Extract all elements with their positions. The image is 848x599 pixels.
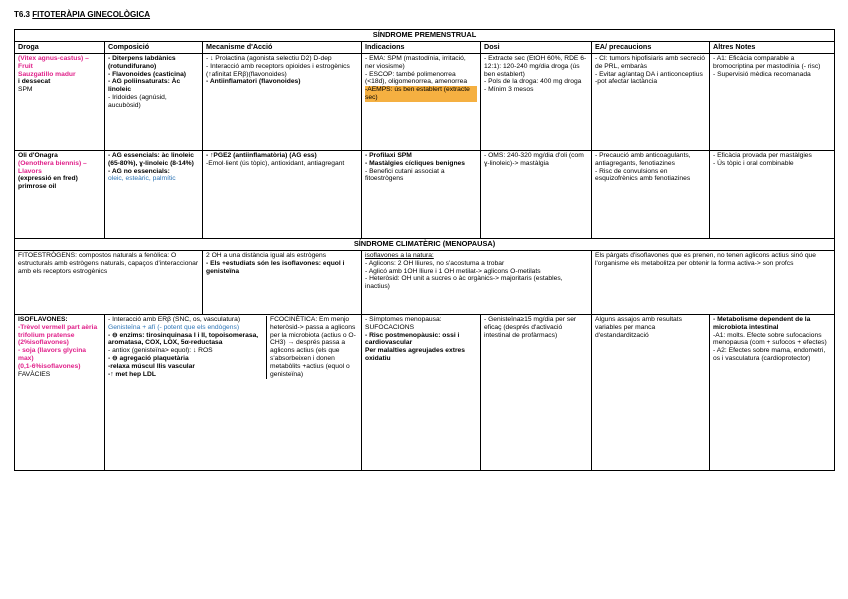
isoflavones-indicacions-item: - Símptomes menopausa: SUFOCACIONS (365, 315, 442, 331)
cell-vitex-ea (592, 53, 710, 150)
isoflavones-cinetica-text: FCOCINÈTICA: Em menjo heteròsid-> passa a aglicons per la microbiota (actius o O-CH3) → després passa a aglicons actius (els que s'absorbeixen i donen metabòlits +actius (equol o genisteïna) (270, 315, 356, 379)
fitoestrogens-intro-text: FITOESTRÒGENS: compostos naturals a fenòlica: O estructurals amb estrògens naturals, capaços d'interaccionar amb els receptors estrogènics (18, 251, 199, 275)
isoflavones-mecanisme-item: -↑ met hep LDL (108, 371, 156, 379)
col-header-indicacions: Indicacions (362, 41, 481, 53)
document-name: FITOTERÀPIA GINECOLÒGICA (32, 10, 151, 19)
onagra-composicio-item: - AG no essencials: (108, 167, 170, 175)
cell-fitoestrogens-nature (362, 250, 592, 314)
isoflavones-indicacions-item: Per malalties agreujades extres oxidatiu (365, 347, 465, 363)
onagra-ea-item: - Precaució amb anticoagulants, antiagregants, fenotiazines (595, 151, 691, 167)
cell-isoflavones-mecanisme (105, 314, 362, 470)
vitex-mecanisme-item: - ↓ Prolactina (agonista selectiu D2) D-dep (206, 54, 332, 62)
cell-onagra-composicio (105, 150, 203, 238)
cell-vitex-indicacions (362, 53, 481, 150)
fitoestrogens-nature-item: - Heteròsid: OH unit a sucres o àc orgànics-> majoritaris (estables, inactius) (365, 275, 563, 291)
vitex-droga-line: (Vitex agnus-castus) – Fruit (18, 54, 89, 70)
vitex-composicio-item: - Flavonoides (casticina) (108, 70, 187, 78)
onagra-droga-line: Oli d'Onagra (18, 151, 58, 159)
fitoestrogens-nature-item: - Aglicons: 2 OH lliures, no s'acostuma a trobar (365, 259, 505, 267)
onagra-indicacions-item: - Profilaxi SPM (365, 151, 412, 159)
onagra-mecanisme-item: -Emol·lient (ús tòpic), antioxidant, antiagregant (206, 159, 345, 167)
vitex-notes-item: - A1: Eficàcia comparable a bromocriptina per mastodínia (- risc) (713, 54, 821, 70)
section-title-climateric: SÍNDROME CLIMATÈRIC (MENOPAUSA) (15, 238, 835, 250)
onagra-indicacions-item: - Benefici cutani associat a fitoestrògens (365, 167, 445, 183)
cell-isoflavones-indicacions (362, 314, 481, 470)
isoflavones-droga-line: ISOFLAVONES: (18, 315, 68, 323)
isoflavones-dosi-item: - Genisteïna≥15 mg/dia per ser eficaç (després d'activació intestinal de profàrmacs) (484, 315, 577, 339)
vitex-droga-line: i dessecat (18, 78, 51, 86)
onagra-notes-item: - Ús tòpic i oral combinable (713, 159, 794, 167)
cell-fitoestrogens-plants (592, 250, 835, 314)
cell-onagra-droga (15, 150, 105, 238)
vitex-composicio-item: - Iridoides (agnúsid, aucubòsid) (108, 94, 167, 110)
onagra-droga-line: (Oenothera biennis) – Llavors (18, 159, 87, 175)
isoflavones-droga-line: - soja (llavors glycina max) (18, 347, 87, 363)
cell-fitoestrogens-intro (15, 250, 203, 314)
cell-isoflavones-ea (592, 314, 710, 470)
cell-vitex-composicio (105, 53, 203, 150)
cell-onagra-mecanisme (203, 150, 362, 238)
vitex-mecanisme-item: - Antiinflamatori (flavonoides) (206, 78, 301, 86)
section-title-premenstrual: SÍNDROME PREMENSTRUAL (15, 30, 835, 42)
document-title (14, 10, 150, 19)
cell-onagra-notes (710, 150, 835, 238)
table-row-isoflavones (15, 314, 835, 470)
isoflavones-mecanisme-item: - ⊖ agregació plaquetària (108, 355, 189, 363)
vitex-mecanisme-item: - Interacció amb receptors opioides i estrogènics (↑afinitat ERβ)(flavonoides) (206, 62, 350, 78)
vitex-notes-item: - Supervisió mèdica recomanada (713, 70, 811, 78)
summary-table (14, 29, 835, 471)
col-header-ea: EA/ precaucions (592, 41, 710, 53)
cell-vitex-notes (710, 53, 835, 150)
isoflavones-mecanisme-item: - Interacció amb ERβ (SNC, os, vasculatura) (108, 315, 241, 323)
fitoestrogens-nature-title: isoflavones a la natura: (365, 251, 434, 259)
col-header-notes: Altres Notes (710, 41, 835, 53)
isoflavones-mecanisme-item: Genisteïna + afí (- potent que els endògens) (108, 323, 240, 331)
cell-vitex-droga (15, 53, 105, 150)
isoflavones-droga-line: -Trèvol vermell part aèria trifolium pratense (18, 323, 98, 339)
cell-isoflavones-droga (15, 314, 105, 470)
table-row-fitoestrogens (15, 250, 835, 314)
vitex-ea-item: - Evitar ag/antag DA i anticonceptius (595, 70, 703, 78)
isoflavones-droga-line: (0,1-6%isoflavones) (18, 363, 81, 371)
table-row-vitex (15, 53, 835, 150)
col-header-mecanisme: Mecanisme d'Acció (203, 41, 362, 53)
table-row-onagra (15, 150, 835, 238)
col-header-dosi: Dosi (481, 41, 592, 53)
document-code: T6.3 (14, 10, 31, 19)
vitex-indicacions-item: -AEMPS: ús ben establert (extracte sec) (365, 86, 477, 102)
vitex-composicio-item: - Diterpens labdànics (rotundifurano) (108, 54, 176, 70)
vitex-composicio-item: - AG poliinsaturats: Àc linoleic (108, 78, 181, 94)
onagra-droga-line: (expressió en fred) (18, 175, 78, 183)
onagra-indicacions-item: - Mastàlgies cícliques benignes (365, 159, 465, 167)
cell-onagra-dosi (481, 150, 592, 238)
onagra-composicio-item: oleic, esteàric, palmític (108, 175, 176, 183)
onagra-composicio-item: - AG essencials: àc linoleic (65-80%), ɣ-linoleic (8-14%) (108, 151, 194, 167)
vitex-ea-item: - CI: tumors hipofisiaris amb secreció de PRL, embaràs (595, 54, 706, 70)
cell-vitex-dosi (481, 53, 592, 150)
cell-fitoestrogens-distance (203, 250, 362, 314)
col-header-composicio: Composició (105, 41, 203, 53)
onagra-dosi-item: - OMS: 240-320 mg/dia d'oli (com ɣ-linoleic)-> mastàlgia (484, 151, 584, 167)
col-header-droga: Droga (15, 41, 105, 53)
isoflavones-mecanisme-item: - ⊖ enzims: tirosinquinasa I i II, topoisomerasa, aromatasa, COX, LOX, 5α-reductasa (108, 331, 259, 347)
vitex-indicacions-item: - EMA: SPM (mastodínia, irritació, ner viosisme) (365, 54, 466, 70)
isoflavones-notes-item: - A2: Efectes sobre mama, endometri, os i vasculatura (cardioprotector) (713, 347, 826, 363)
cell-onagra-indicacions (362, 150, 481, 238)
vitex-indicacions-item: - ESCOP: també polimenorrea (<18d), oligomenorrea, amenorrea (365, 70, 468, 86)
isoflavones-indicacions-item: - Risc postmenopàusic: ossi i cardiovascular (365, 331, 460, 347)
fitoestrogens-nature-item: - Aglicó amb 1OH lliure i 1 OH metilat-> aglicons O-metilats (365, 267, 541, 275)
isoflavones-mecanisme-item: -relaxa múscul llis vascular (108, 363, 195, 371)
vitex-droga-line: SPM (18, 86, 33, 94)
vitex-ea-item: -pot afectar lactància (595, 78, 658, 86)
vitex-dosi-item: - Extracte sec (EtOH 60%, RDE 6-12:1): 120-240 mg/dia droga (ús ben establert) (484, 54, 587, 78)
isoflavones-notes-item: -A1: molts. Efecte sobre sufocacions menopausa (com + sufocos + efectes) (713, 331, 827, 347)
isoflavones-droga-line: FAVÀCIES (18, 371, 51, 379)
onagra-ea-item: - Risc de convulsions en esquizofrènics amb fenotiazines (595, 167, 691, 183)
isoflavones-ea-item: Alguns assajos amb resultats variables per manca d'estandardització (595, 315, 682, 339)
onagra-droga-line: primrose oil (18, 183, 57, 191)
onagra-notes-item: - Eficàcia provada per mastàlgies (713, 151, 812, 159)
vitex-dosi-item: - Pols de la droga: 400 mg droga (484, 78, 582, 86)
fitoestrogens-plants-text: Els pàrgats d'isoflavones que es prenen, no tenen aglicons actius sinó que l'organisme els metabolitza per obtenir la forma activa-> son profcs (595, 251, 816, 267)
onagra-mecanisme-item: - ↑PGE2 (antiinflamatòria) (AG ess) (206, 151, 317, 159)
isoflavones-mecanisme-item: - antiox (genisteïna> equol): ↓ ROS (108, 347, 213, 355)
fitoestrogens-distance-text: 2 OH a una distància igual als estrògens (206, 251, 327, 259)
cell-isoflavones-dosi (481, 314, 592, 470)
cell-isoflavones-notes (710, 314, 835, 470)
vitex-dosi-item: - Mínim 3 mesos (484, 86, 534, 94)
isoflavones-notes-item: - Metabolisme dependent de la microbiota intestinal (713, 315, 811, 331)
cell-vitex-mecanisme (203, 53, 362, 150)
cell-onagra-ea (592, 150, 710, 238)
fitoestrogens-estudiats-text: - Els +estudiats són les isoflavones: equol i genisteïna (206, 259, 345, 275)
isoflavones-droga-line: (2%isoflavones) (18, 339, 69, 347)
vitex-droga-line: Sauzgatillo madur (18, 70, 76, 78)
